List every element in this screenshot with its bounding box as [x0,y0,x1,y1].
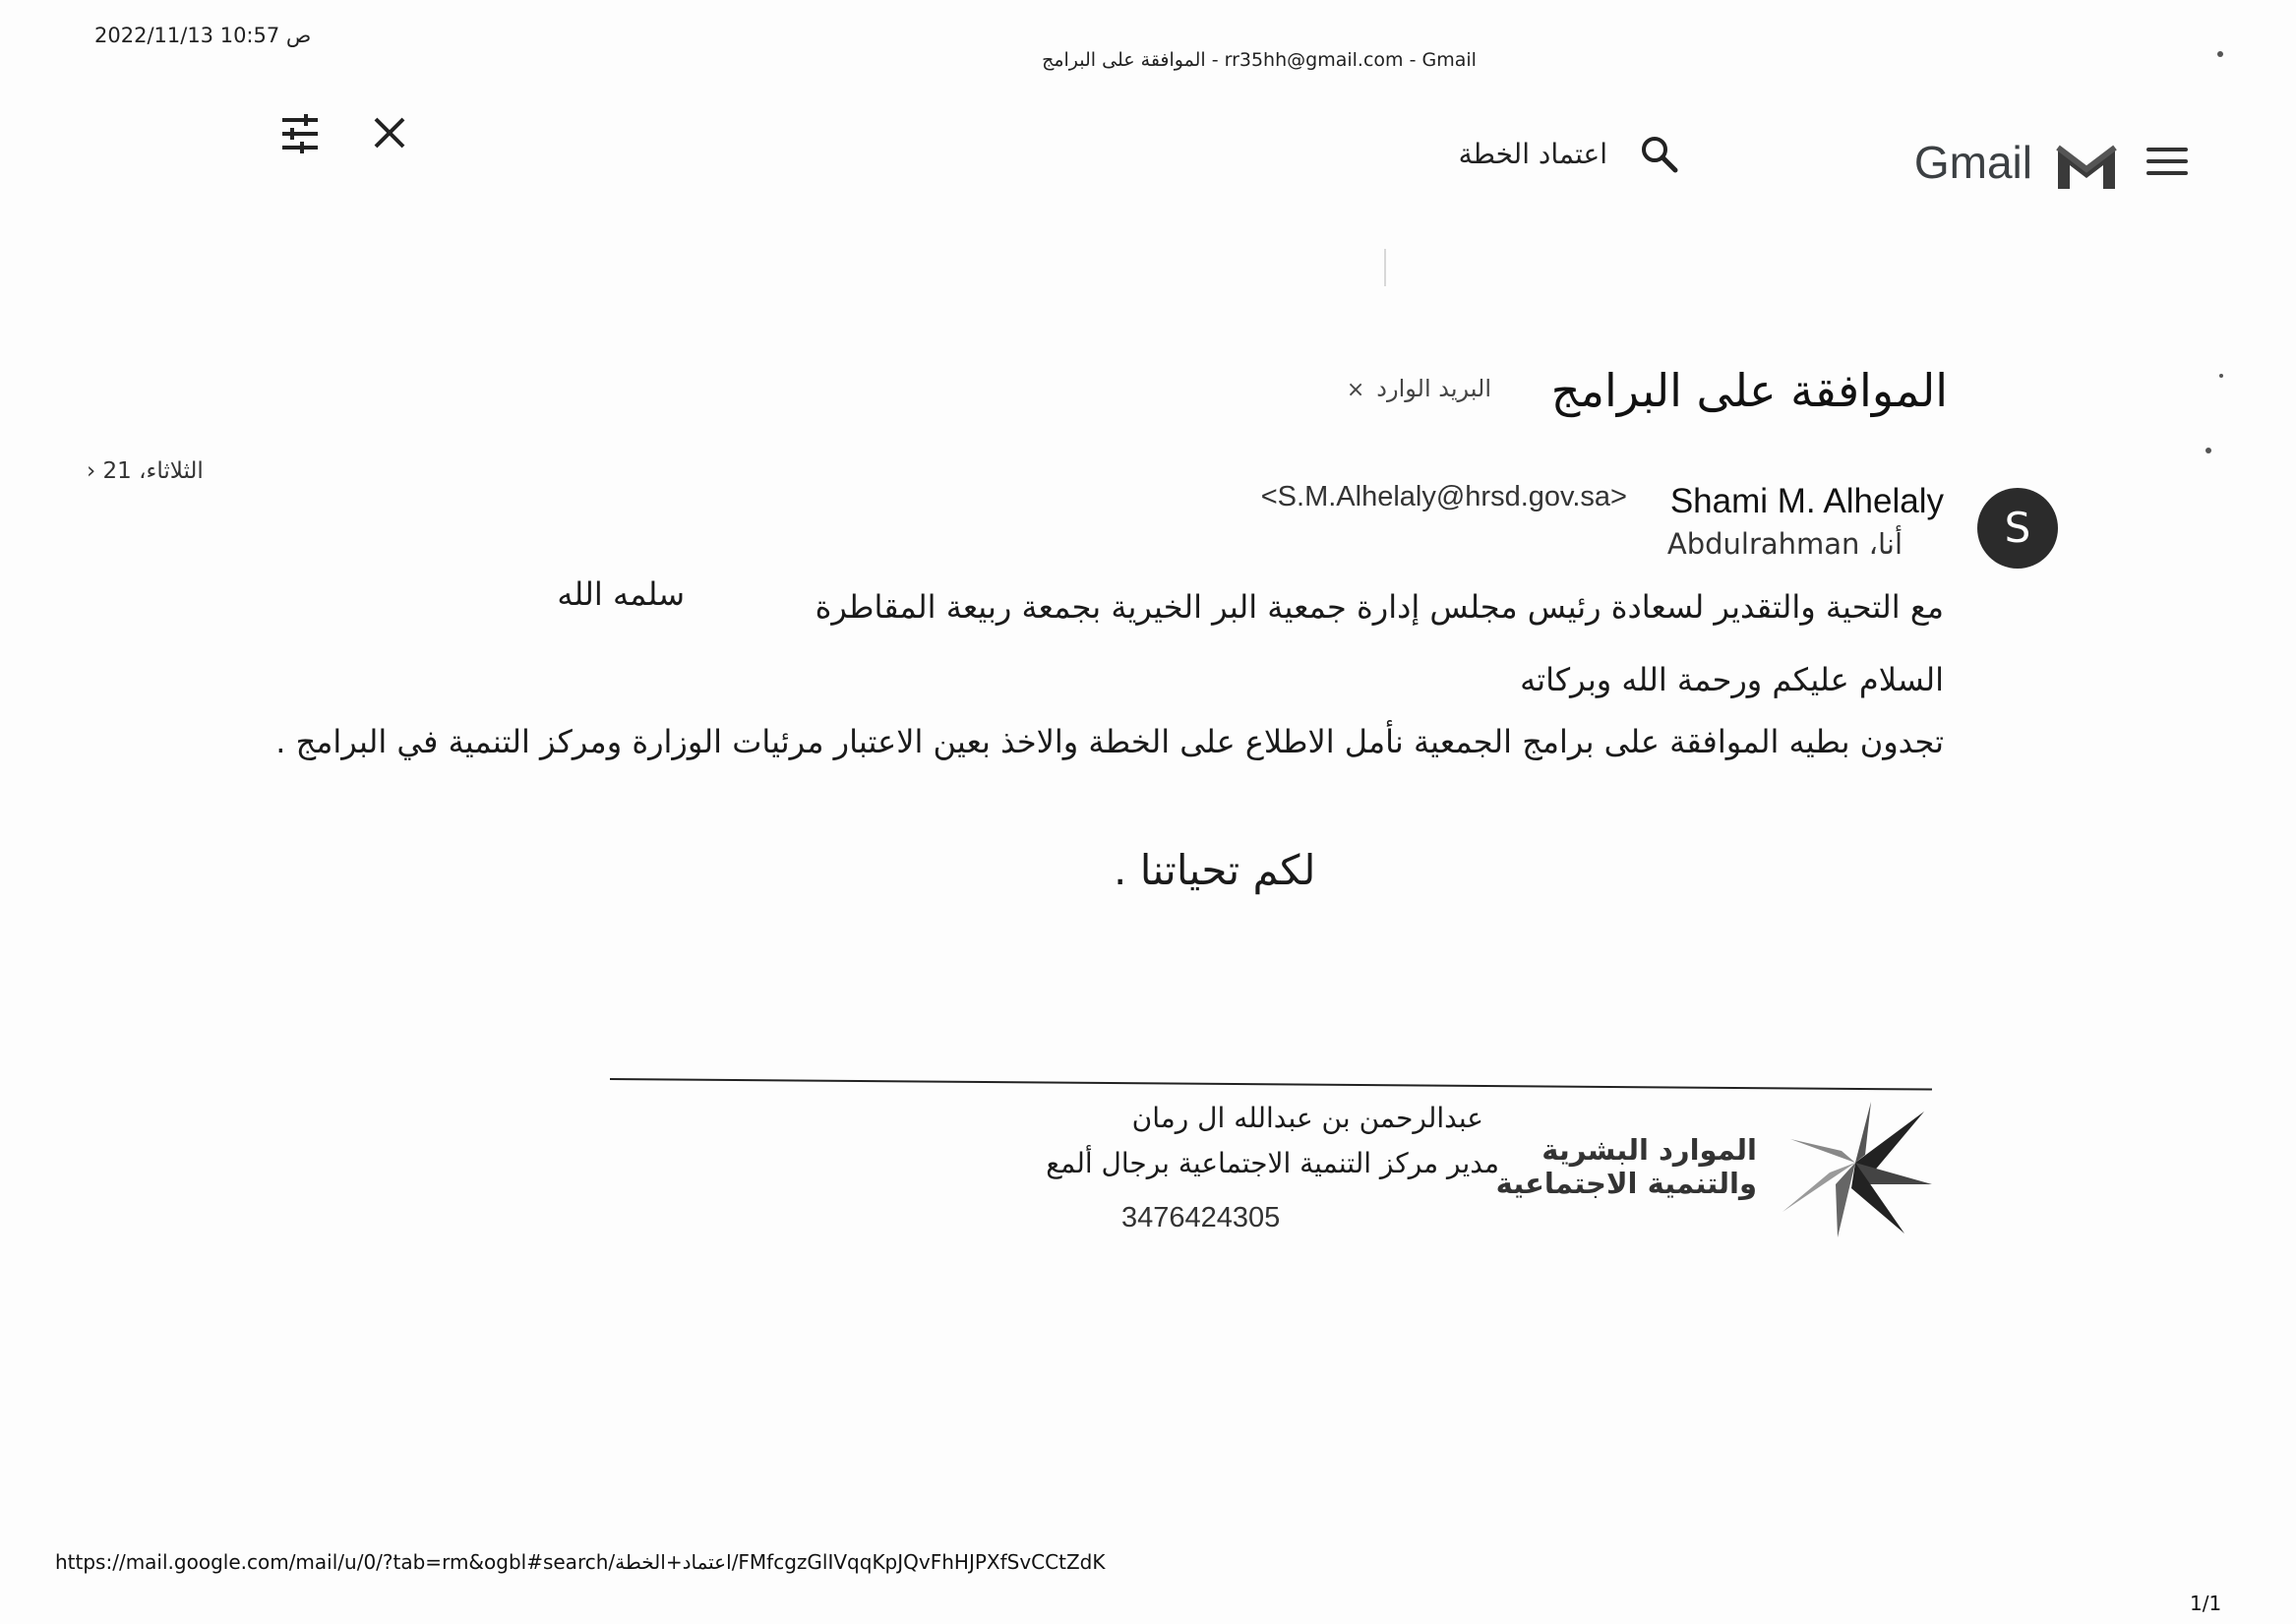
scan-speck [2217,51,2223,57]
print-page-title: الموافقة على البرامج - rr35hh@gmail.com - Gmail [1042,49,1477,71]
print-datetime: 2022/11/13 10:57 ص [94,24,312,47]
remove-label-icon[interactable]: × [1346,378,1365,402]
signature-title: مدير مركز التنمية الاجتماعية برجال ألمع [1046,1147,1499,1179]
message-date: الثلاثاء، 21 ‹ [87,458,204,484]
scan-speck [2205,448,2211,453]
sender-name[interactable]: Shami M. Alhelaly [1669,482,1944,520]
close-icon[interactable] [370,113,409,156]
signature-phone: 3476424305 [1121,1202,1281,1233]
inbox-label-chip[interactable] [1347,375,1491,402]
scan-speck [2219,374,2223,378]
tune-icon[interactable] [278,112,322,159]
gmail-wordmark[interactable]: Gmail [1913,137,2032,188]
body-greeting: مع التحية والتقدير لسعادة رئيس مجلس إدارة جمعية البر الخيرية بجمعة ربيعة المقاطرة [815,588,1944,626]
body-main-text: تجدون بطيه الموافقة على برامج الجمعية نأمل الاطلاع على الخطة والاخذ بعين الاعتبار مرئيات الوزارة ومركز التنمية في البرامج . [275,723,1944,760]
sender-email: <S.M.Alhelaly@hrsd.gov.sa> [1260,481,1627,512]
ministry-logo-text-line2: والتنمية الاجتماعية [1495,1167,1757,1200]
message-subject: الموافقة على البرامج [1550,364,1948,417]
signature-name: عبدالرحمن بن عبدالله ال رمان [1131,1102,1483,1134]
inbox-label-text: البريد الوارد [1376,375,1491,402]
recipient-line[interactable]: أنا، Abdulrahman [1666,527,1903,561]
print-page-number: 1/1 [2190,1592,2222,1615]
gmail-logo-icon[interactable] [2054,140,2119,195]
body-closing: لكم تحياتنا . [1114,846,1316,894]
ministry-logo-text-line1: الموارد البشرية [1541,1133,1757,1167]
avatar[interactable]: S [1977,488,2058,569]
ministry-logo-icon [1777,1102,1934,1243]
toolbar-divider [1384,249,1386,286]
search-icon[interactable] [1639,134,1680,179]
body-greeting-end: سلمه الله [557,575,685,613]
search-input[interactable]: اعتماد الخطة [1458,138,1607,170]
print-footer-url: https://mail.google.com/mail/u/0/?tab=rm&ogbl#search/اعتماد+الخطة/FMfcgzGlIVqqKpJQvFhHJPXfSvCCtZdK [55,1550,1106,1574]
signature-divider [610,1078,1932,1091]
body-salutation: السلام عليكم ورحمة الله وبركاته [1520,661,1944,698]
menu-icon[interactable] [2146,148,2188,183]
